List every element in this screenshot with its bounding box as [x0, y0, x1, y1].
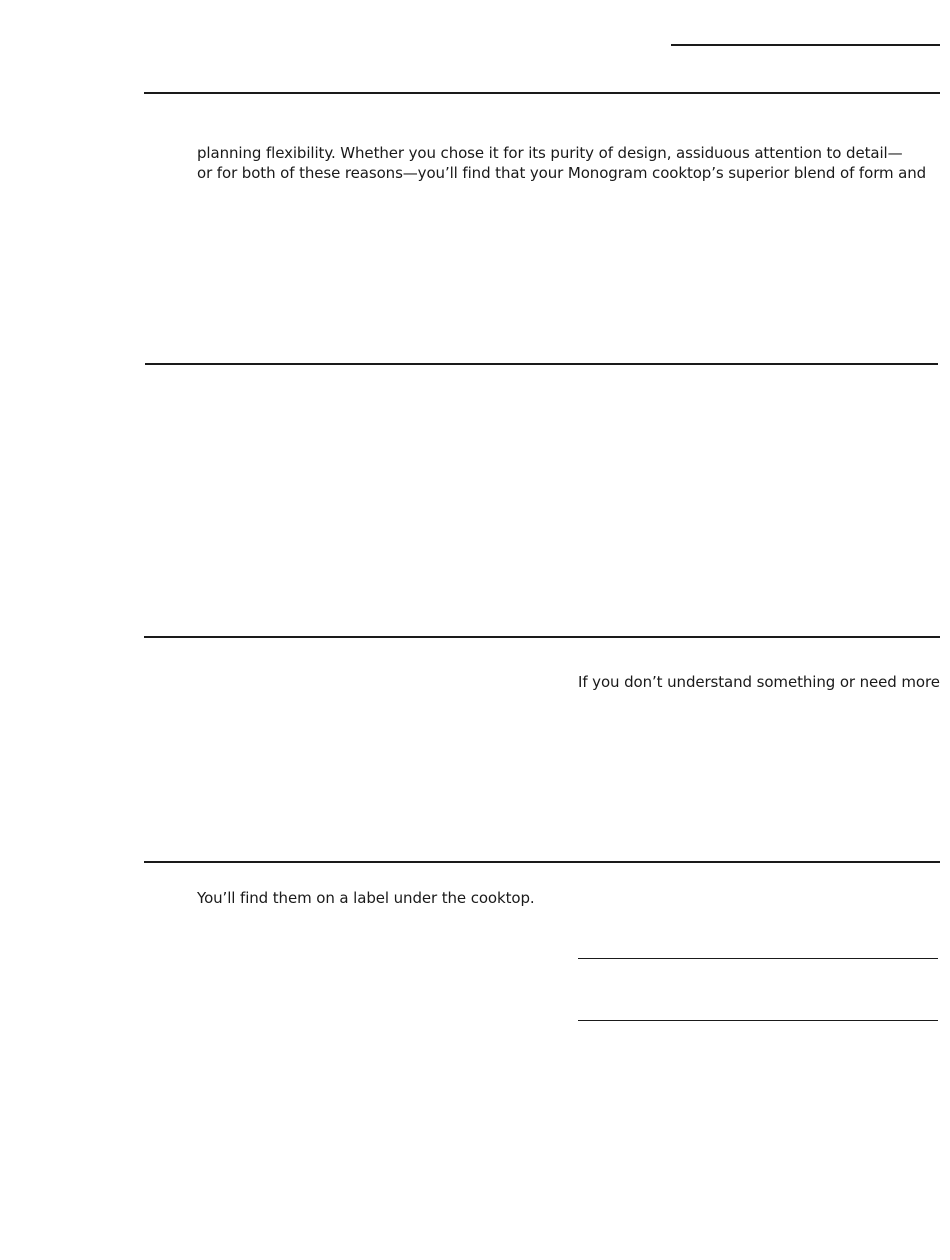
intro-paragraph-line-2: or for both of these reasons—you’ll find that your Monogram cooktop’s superior blend of form and — [197, 164, 927, 182]
section-divider-4 — [144, 861, 940, 863]
section-divider-3 — [144, 636, 940, 638]
intro-paragraph-line-1: planning flexibility. Whether you chose it for its purity of design, assiduous attention to detail— — [197, 144, 903, 162]
header-rule — [671, 44, 940, 46]
write-in-line-2 — [578, 1020, 938, 1021]
write-in-line-1 — [578, 958, 938, 959]
label-location-text: You’ll find them on a label under the cooktop. — [197, 889, 535, 907]
section-divider-1 — [144, 92, 940, 94]
section-divider-2 — [145, 363, 938, 365]
help-text: If you don’t understand something or need more — [578, 673, 940, 691]
